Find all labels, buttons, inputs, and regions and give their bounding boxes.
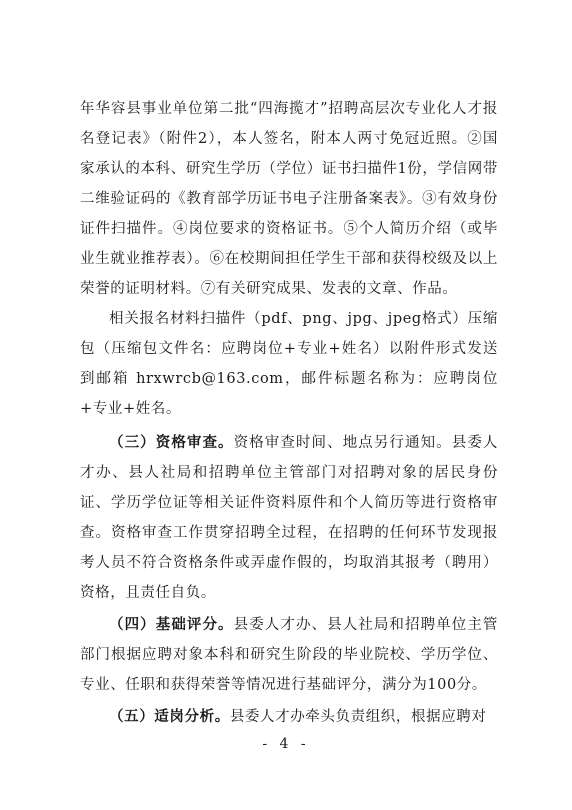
section-basic-scoring [80,610,498,700]
body-text [80,94,498,732]
section-body: 县委人才办、县人社局和招聘单位主管部门根据应聘对象本科和研究生阶段的毕业院校、学历学位、专业、任职和获得荣誉等情况进行基础评分，满分为100分。 [80,617,498,693]
section-position-analysis [80,702,498,732]
section-body: 县委人才办牵头负责组织，根据应聘对 [229,709,487,725]
section-body: 资格审查时间、地点另行通知。县委人才办、县人社局和招聘单位主管部门对招聘对象的居民身份证、学历学位证等相关证件资料原件和个人简历等进行资格审查。资格审查工作贯穿招聘全过程，在招聘的任何环节发现报考人员不符合资格条件或弄虚作假的，均取消其报考（聘用）资格，且责任自负。 [80,435,498,601]
section-heading: （三）资格审查。 [109,434,234,451]
paragraph-materials-list: 年华容县事业单位第二批“四海揽才”招聘高层次专业化人才报名登记表》（附件2），本人签名，附本人两寸免冠近照。②国家承认的本科、研究生学历（学位）证书扫描件1份，学信网带二维验证码的《教育部学历证书电子注册备案表》。③有效身份证件扫描件。④岗位要求的资格证书。⑤个人简历介绍（或毕业生就业推荐表）。⑥在校期间担任学生干部和获得校级及以上荣誉的证明材料。⑦有关研究成果、发表的文章、作品。 [80,101,498,297]
page-number: - 4 - [262,736,310,752]
section-heading: （四）基础评分。 [109,616,234,633]
section-qualification-review [80,428,498,608]
section-heading: （五）适岗分析。 [109,708,230,725]
paragraph-submission-instructions: 相关报名材料扫描件（pdf、png、jpg、jpeg格式）压缩包（压缩包文件名：应聘岗位+专业+姓名）以附件形式发送到邮箱 hrxwrcb@163.com，邮件标题名称为：应聘岗位+专业+姓名。 [80,311,498,417]
